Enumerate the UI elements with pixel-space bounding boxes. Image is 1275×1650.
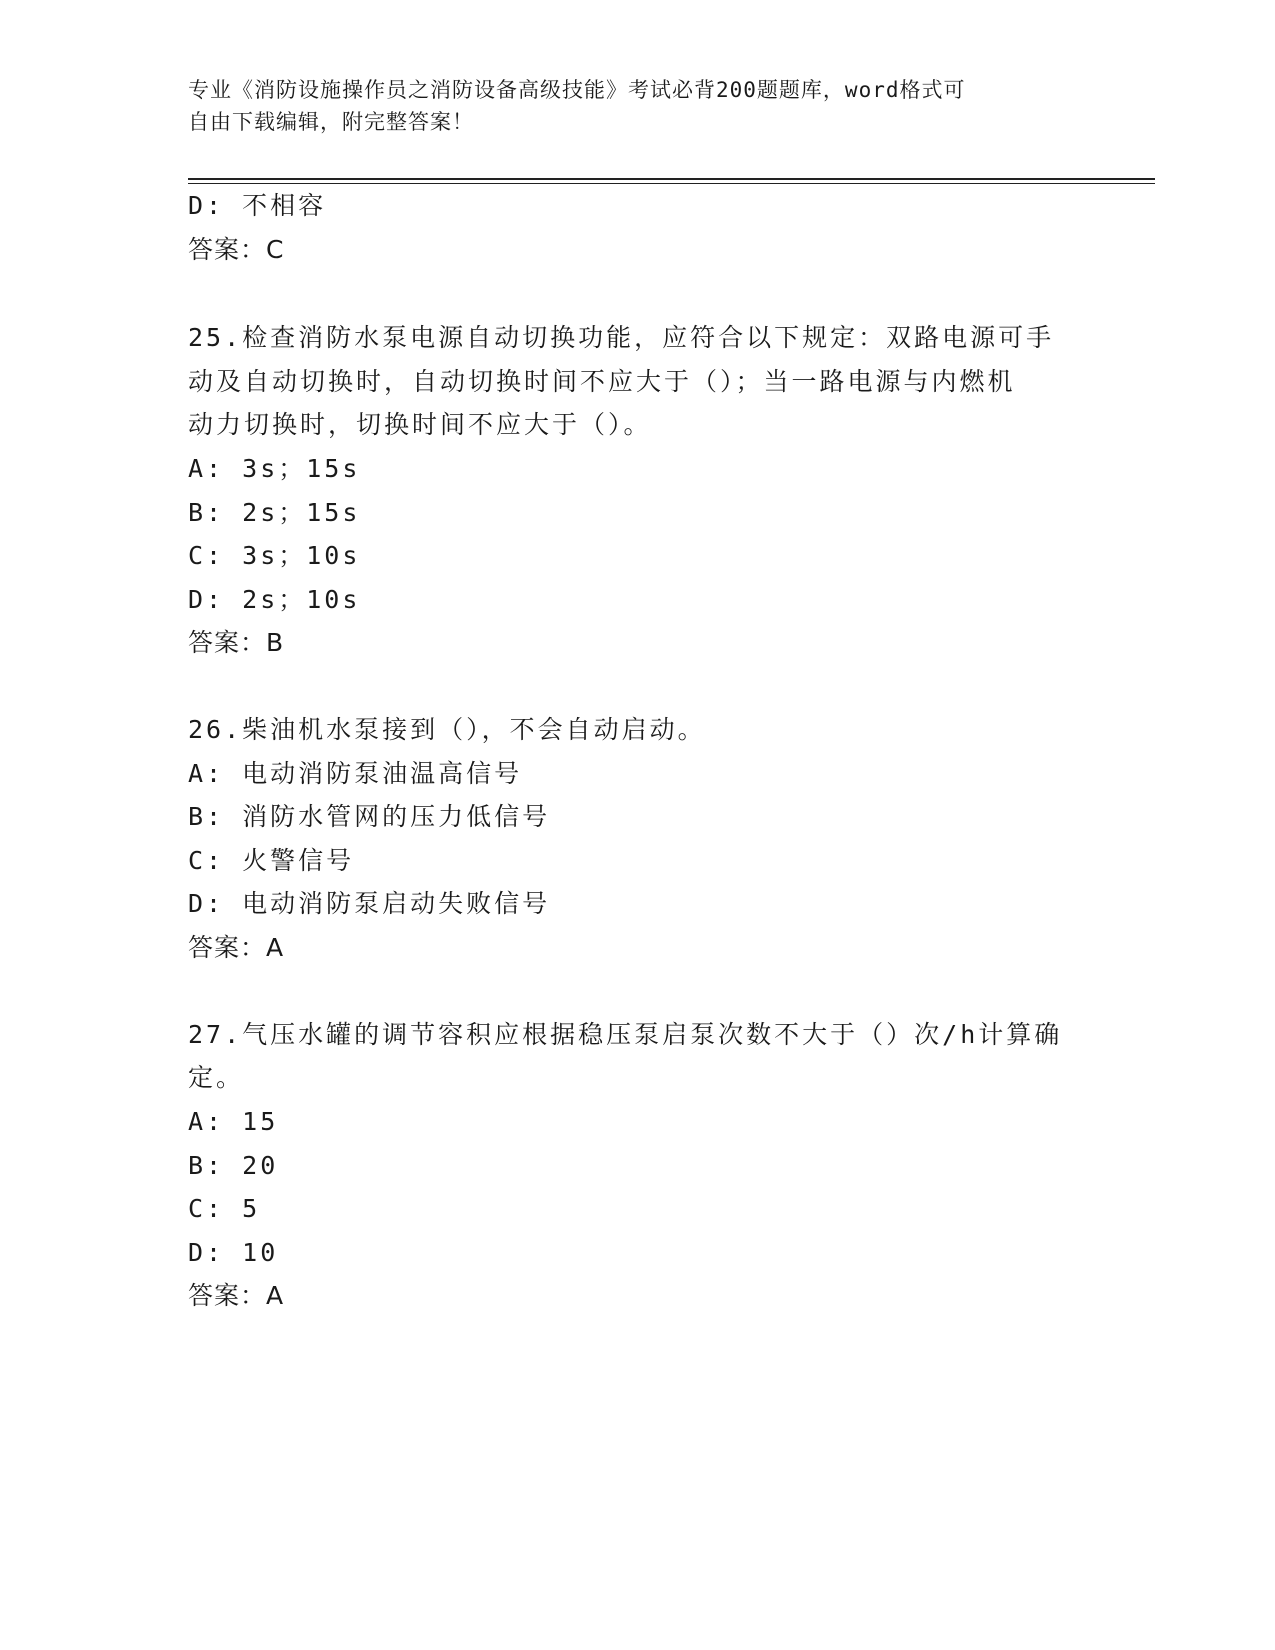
prev-answer: 答案：C xyxy=(188,235,285,264)
question-27-option-b: B: 20 xyxy=(188,1151,279,1180)
question-25-option-a: A: 3s；15s xyxy=(188,454,361,483)
question-27-option-a: A: 15 xyxy=(188,1107,279,1136)
question-26-answer: 答案：A xyxy=(188,933,285,962)
question-27-answer: 答案：A xyxy=(188,1281,285,1310)
question-25-option-d: D: 2s；10s xyxy=(188,585,361,614)
question-27-option-c: C: 5 xyxy=(188,1194,261,1223)
question-26-option-d: D: 电动消防泵启动失败信号 xyxy=(188,889,551,918)
question-26-option-b: B: 消防水管网的压力低信号 xyxy=(188,802,551,831)
question-25-stem-line-3: 动力切换时，切换时间不应大于（）。 xyxy=(188,410,652,439)
question-25-answer: 答案：B xyxy=(188,628,285,657)
question-26-stem-line-1: 26.柴油机水泵接到（），不会自动启动。 xyxy=(188,715,706,744)
question-27-option-d: D: 10 xyxy=(188,1238,279,1267)
document-header xyxy=(188,74,1088,138)
header-line-2: 自由下载编辑，附完整答案！ xyxy=(188,110,474,134)
question-25-stem-line-2: 动及自动切换时，自动切换时间不应大于（）；当一路电源与内燃机 xyxy=(188,367,1016,396)
header-rule-thick xyxy=(188,178,1155,180)
question-25-option-c: C: 3s；10s xyxy=(188,541,361,570)
question-27-stem-line-2: 定。 xyxy=(188,1063,245,1092)
question-27-stem-line-1: 27.气压水罐的调节容积应根据稳压泵启泵次数不大于（）次/h计算确 xyxy=(188,1020,1063,1049)
question-26-option-a: A: 电动消防泵油温高信号 xyxy=(188,759,523,788)
question-25-stem-line-1: 25.检查消防水泵电源自动切换功能，应符合以下规定：双路电源可手 xyxy=(188,323,1055,352)
question-26-option-c: C: 火警信号 xyxy=(188,846,355,875)
question-25-option-b: B: 2s；15s xyxy=(188,498,361,527)
header-line-1: 专业《消防设施操作员之消防设备高级技能》考试必背200题题库，word格式可 xyxy=(188,78,966,102)
header-rule-thin xyxy=(188,183,1155,184)
prev-option-d: D: 不相容 xyxy=(188,191,327,220)
